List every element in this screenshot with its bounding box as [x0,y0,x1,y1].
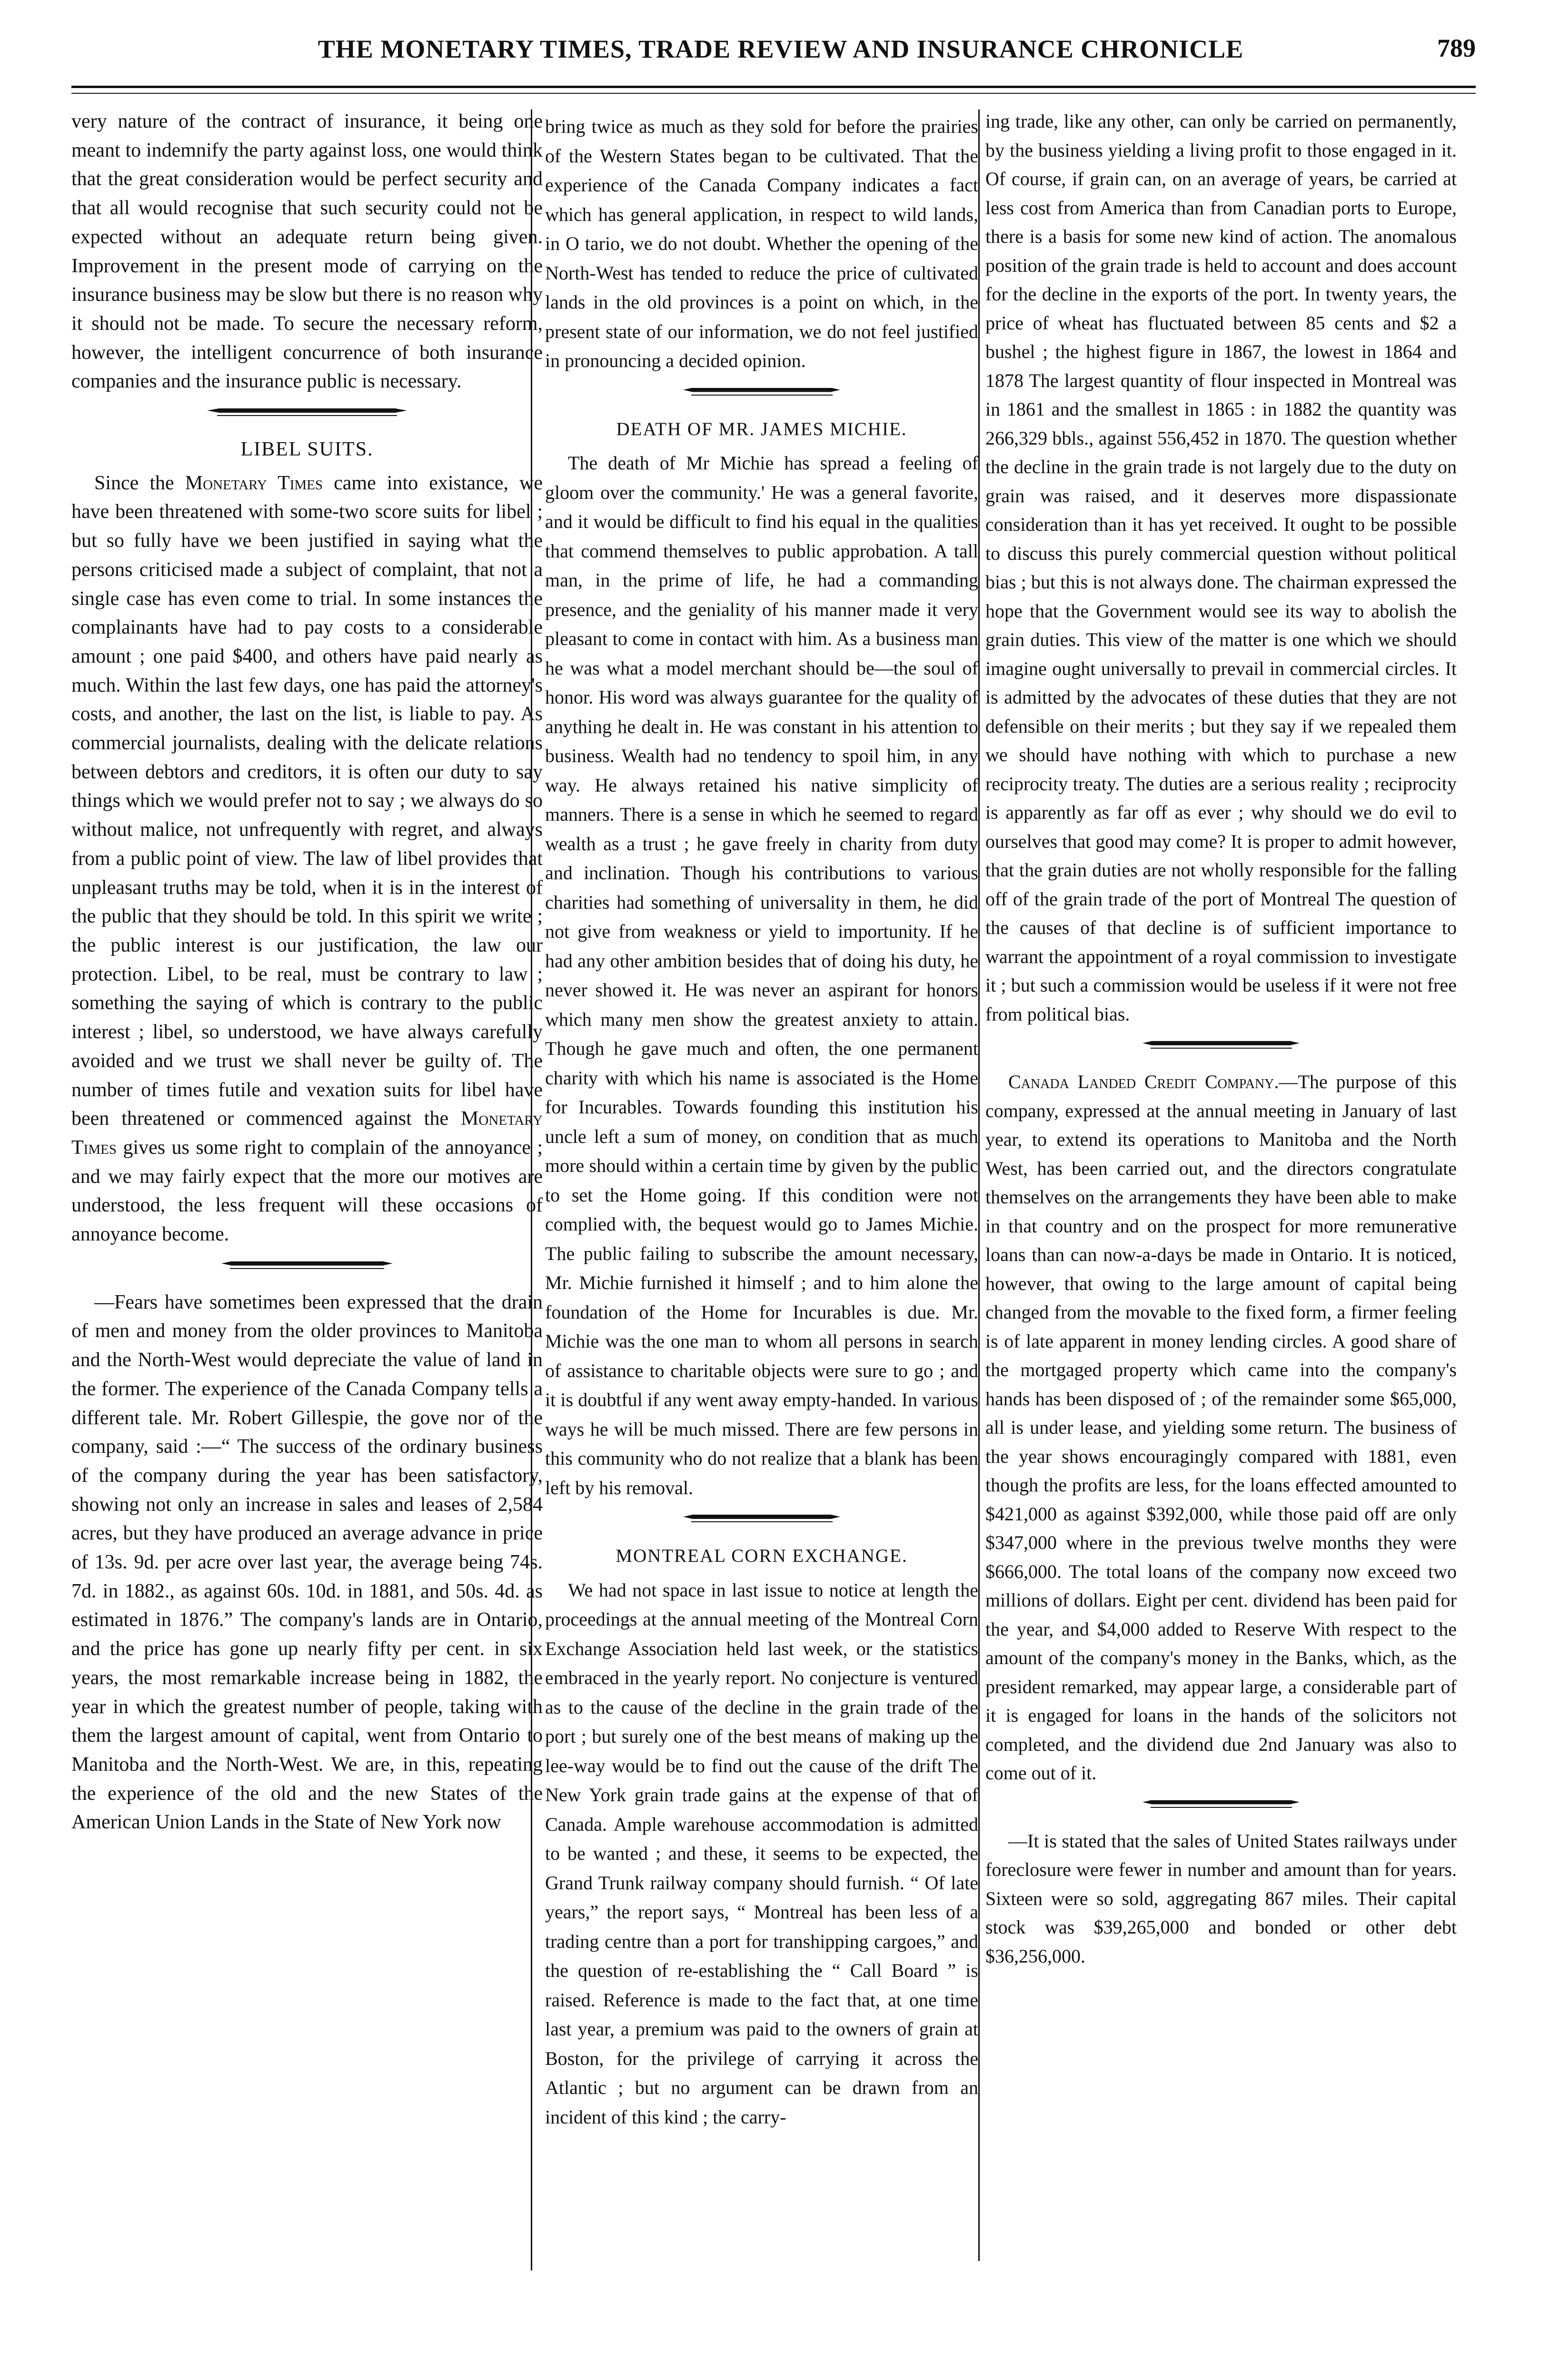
landed-credit-paragraph [985,1068,1457,1788]
railways-paragraph: —It is stated that the sales of United States railways under foreclosure were fewer in number and amount than for years. Sixteen were so sold, aggregating 867 miles. Their capital stock was $39,265,000 and bonded or other debt $36,256,000. [985,1830,1457,1967]
libel-suits-paragraph [71,469,543,1249]
page-header [71,29,1476,81]
section-ornament [1143,1041,1300,1051]
masthead-title: THE MONETARY TIMES, TRADE REVIEW AND INSURANCE CHRONICLE [318,35,1244,63]
libel-text-c: gives us some right to complain of the annoyance ; and we may fairly expect that the more our motives are understood, the less frequent will these occasions of annoyance become. [71,1136,543,1246]
header-rule-thin [71,93,1476,94]
column-3 [985,107,1457,1971]
michie-paragraph: The death of Mr Michie has spread a feeling of gloom over the community.' He was a general favorite, and it would be difficult to find his equal in the qualities that commend themselves to public approbation. A tall man, in the prime of life, he had a commanding presence, and the geniality of his manner made it very pleasant to come in contact with him. As a business man he was what a model merchant should be—the soul of honor. His word was always guarantee for the quality of anything he dealt in. He was constant in his attention to business. Wealth had no tendency to spoil him, in any way. He always retained his native simplicity of manners. There is a sense in which he seemed to regard wealth as a trust ; he gave freely in charity from duty and inclination. Though his contributions to various charities had something of universality in them, he did not give from weakness or yield to importunity. If he had any other ambition besides that of doing his duty, he never showed it. He was never an aspirant for honors which many men show the greatest anxiety to attain. Though he gave much and often, the one permanent charity with which his name is associated is the Home for Incurables. Towards founding this institution his uncle left a sum of money, on condition that as much more should within a certain time by given by the public to set the Home going. If this condition were not complied with, the bequest would go to James Michie. The public failing to subscribe the amount necessary, Mr. Michie furnished it himself ; and to him alone the foundation of the Home for Incurables is due. Mr. Michie was the one man to whom all persons in search of assistance to charitable objects were sure to go ; and it is doubtful if any went away empty-handed. In various ways he will be much missed. There are few persons in this community who do not realize that a blank has been left by his removal. [545,452,978,1498]
wild-lands-paragraph-end: bring twice as much as they sold for before the prairies of the Western States began to be cultivated. That the experience of the Canada Company indicates a fact which has general application, in respect to wild lands, in O tario, we do not doubt. Whether the opening of the North-West has tended to reduce the price of cultivated lands in the old provinces is a point on which, in the present state of our information, we do not feel justified in pronouncing a decided opinion. [545,116,978,371]
column-1 [71,107,543,1837]
michie-heading: DEATH OF MR. JAMES MICHIE. [616,418,907,439]
canada-company-paragraph: —Fears have sometimes been expressed that the drain of men and money from the older provinces to Manitoba and the North-West would depreciate the value of land in the former. The experience of the Canada Company tells a different tale. Mr. Robert Gillespie, the gove nor of the company, said :—“ The success of the ordinary business of the company during the year has been satisfactory, showing not only an increase in sales and leases of 2,584 acres, but they have produced an average advance in price of 13s. 9d. per acre over last year, the average being 74s. 7d. in 1882., as against 60s. 10d. in 1881, and 50s. 4d. as estimated in 1876.” The company's lands are in Ontario, and the price has gone up nearly fifty per cent. in six years, the most remarkable increase being in 1882, the year in which the greatest number of people, taking with them the largest amount of capital, went from Ontario to Manitoba and the North-West. We are, in this, repeating the experience of the old and the new States of the American Union Lands in the State of New York now [71,1291,543,1834]
header-rule [71,86,1476,88]
grain-trade-paragraph: ing trade, like any other, can only be carried on permanently, by the business yielding a living profit to those engaged in it. Of course, if grain can, on an average of years, be carried at less cost from America than from Canadian ports to Europe, there is a basis for some new kind of action. The anomalous position of the grain trade is held to account and does account for the decline in the exports of the port. In twenty years, the price of wheat has fluctuated between 85 cents and $2 a bushel ; the highest figure in 1867, the lowest in 1864 and 1878 The largest quantity of flour inspected in Montreal was in 1861 and the smallest in 1865 : in 1882 the quantity was 266,329 bbls., against 556,452 in 1870. The question whether the decline in the grain trade is not largely due to the duty on grain was raised, and it deserves more dispassionate consideration than it has yet received. It ought to be possible to discuss this purely commercial question without political bias ; but this is not always done. The chairman expressed the hope that the Government would see its way to abolish the grain duties. This view of the matter is one which we should imagine ought universally to prevail in commercial circles. It is admitted by the advocates of these duties that they are not defensible on their merits ; but they say if we repealed them we should have nothing with which to purchase a new reciprocity treaty. The duties are a serious reality ; reciprocity is apparently as far off as ever ; why should we do evil to ourselves that good may come? It is proper to admit however, that the grain duties are not wholly responsible for the falling off of the grain trade of the port of Montreal The question of the causes of that decline is of sufficient importance to warrant the appointment of a royal commission to investigate it ; but such a commission would be useless if it were not free from political bias. [985,110,1457,1025]
corn-exchange-paragraph: We had not space in last issue to notice at length the proceedings at the annual meeting of the Montreal Corn Exchange Association held last week, or the statistics embraced in the yearly report. No conjecture is ventured as to the cause of the decline in the grain trade of the port ; but surely one of the best means of making up the lee-way would be to find out the cause of the drift The New York grain trade gains at the expense of that of Canada. Ample warehouse accommodation is admitted to be wanted ; and these, it seems to be expected, the Grand Trunk railway company should furnish. “ Of late years,” the report says, “ Montreal has been less of a trading centre than a port for transhipping cargoes,” and the question of re-establishing the “ Call Board ” is raised. Reference is made to the fact that, at one time last year, a premium was paid to the owners of grain at Boston, for the privilege of carrying it across the Atlantic ; but no argument can be drawn from an incident of this kind ; the carry- [545,1579,978,2128]
monetary-times-name: Monetary Times [71,1108,543,1159]
section-ornament [221,1261,393,1272]
landed-credit-title: Canada Landed Credit Company. [1008,1071,1279,1092]
insurance-paragraph-end: very nature of the contract of insurance, it being one meant to indemnify the party against loss, one would think that the great consideration would be perfect security and that all would recognise that such security could not be expected without an adequate return being given. Improvement in the present mode of carrying on the insurance business may be slow but there is no reason why it should not be made. To secure the necessary reform, however, the intelligent concurrence of both insurance companies and the insurance public is necessary. [71,110,543,393]
corn-exchange-heading: MONTREAL CORN EXCHANGE. [616,1546,908,1566]
column-2 [545,112,978,2132]
monetary-times-name: Monetary Times [185,472,323,494]
section-ornament [207,408,407,419]
page-number: 789 [1437,34,1476,62]
libel-text-b: came into existance, we have been threatened with some-two score suits for libel ; but so fully have we been justified in saying what the persons criticised made a subject of complaint, that not a single case has even come to trial. In some instances the complainants have had to pay costs to a considerable amount ; one paid $400, and others have paid nearly as much. Within the last few days, one has paid the attorney's costs, and another, the last on the list, is liable to pay. As commercial journalists, dealing with the delicate relations between debtors and creditors, it is often our duty to say things which we would prefer not to say ; we always do so without malice, not unfrequently with regret, and always from a public point of view. The law of libel provides that unpleasant truths may be told, when it is in the interest of the public that they should be told. In this spirit we write ; the public interest is our justification, the law our protection. Libel, to be real, must be contrary to law ; something the saying of which is contrary to the public interest ; libel, so understood, we have always carefully avoided and we trust we shall never be guilty of. The number of times futile and vexation suits for libel have been threatened or commenced against the [71,472,543,1130]
landed-credit-text: —The purpose of this company, expressed at the annual meeting in January of last year, to extend its operations to Manitoba and the North West, has been carried out, and the directors congratulate themselves on the arrangements they have been able to make in that country and on the prospect for more remunerative loans than can now-a-days be made in Ontario. It is noticed, however, that owing to the large amount of capital being changed from the movable to the fixed form, a firmer feeling is of late apparent in money lending circles. A good share of the mortgaged property which came into the company's hands has been disposed of ; of the remainder some $65,000, all is under lease, and yielding some return. The business of the year shows encouragingly compared with 1881, even though the profits are less, for the loans effected amounted to $421,000 as against $392,000, while those paid off are only $347,000 where in the previous twelve months they were $666,000. The total loans of the company now exceed two millions of dollars. Eight per cent. dividend has been paid for the year, and $4,000 added to Reserve With respect to the amount of the company's money in the Banks, which, as the president remarked, may appear large, a considerable part of it is engaged for loans in the hands of the solicitors not completed, and the dividend due 2nd January was also to come out of it. [985,1071,1457,1784]
section-ornament [683,1515,840,1525]
libel-text-a: Since the [94,472,185,494]
column-divider-2 [978,109,980,2261]
section-ornament [683,388,840,398]
libel-suits-heading: LIBEL SUITS. [240,438,374,461]
section-ornament [1143,1800,1300,1811]
